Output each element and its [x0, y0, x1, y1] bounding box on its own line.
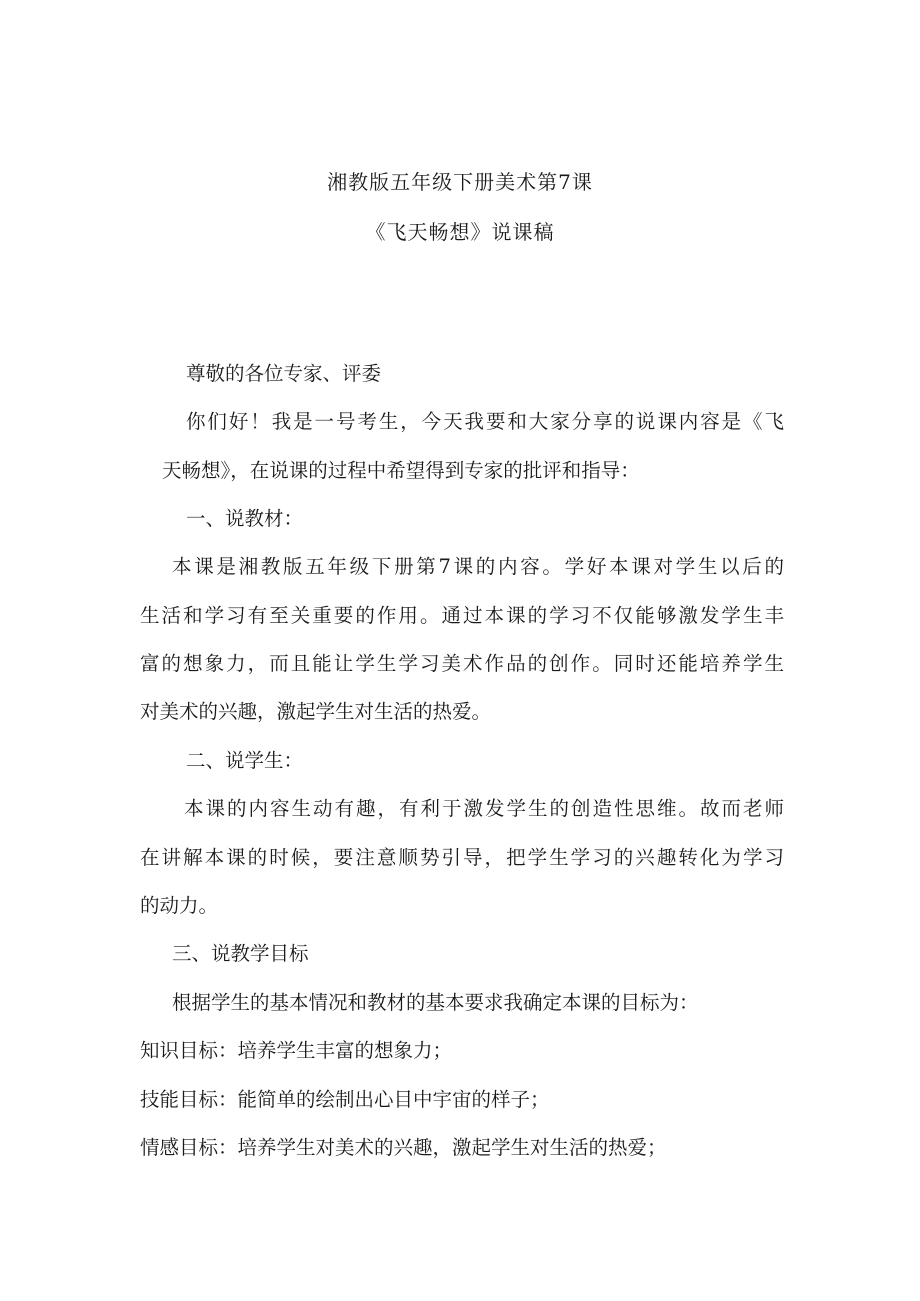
section-1-line-1: 本课是湘教版五年级下册第7课的内容。学好本课对学生以后的 [172, 555, 784, 578]
section-1-line-4: 对美术的兴趣，激起学生对生活的热爱。 [140, 700, 492, 723]
section-2-line-2: 在讲解本课的时候，要注意顺势引导，把学生学习的兴趣转化为学习 [140, 846, 784, 869]
section-2-line-1: 本课的内容生动有趣，有利于激发学生的创造性思维。故而老师 [184, 797, 784, 820]
document-title: 湘教版五年级下册美术第7课 [327, 170, 593, 194]
emotion-goal: 情感目标：培养学生对美术的兴趣，激起学生对生活的热爱； [140, 1136, 667, 1159]
section-2-line-3: 的动力。 [140, 894, 219, 917]
intro-line-1: 你们好！我是一号考生，今天我要和大家分享的说课内容是《飞 [186, 410, 784, 433]
greeting: 尊敬的各位专家、评委 [186, 362, 382, 385]
skill-goal: 技能目标：能简单的绘制出心目中宇宙的样子； [140, 1088, 550, 1111]
section-3-heading: 三、说教学目标 [172, 942, 309, 965]
section-2-heading: 二、说学生： [186, 749, 304, 772]
section-1-line-3: 富的想象力，而且能让学生学习美术作品的创作。同时还能培养学生 [140, 652, 784, 675]
document-subtitle: 《飞天畅想》说课稿 [365, 220, 555, 244]
section-3-line-1: 根据学生的基本情况和教材的基本要求我确定本课的目标为： [172, 991, 699, 1014]
section-1-line-2: 生活和学习有至关重要的作用。通过本课的学习不仅能够激发学生丰 [140, 604, 784, 627]
knowledge-goal: 知识目标：培养学生丰富的想象力； [140, 1039, 453, 1062]
intro-line-2: 天畅想》，在说课的过程中希望得到专家的批评和指导： [162, 459, 640, 482]
section-1-heading: 一、说教材： [186, 507, 304, 530]
